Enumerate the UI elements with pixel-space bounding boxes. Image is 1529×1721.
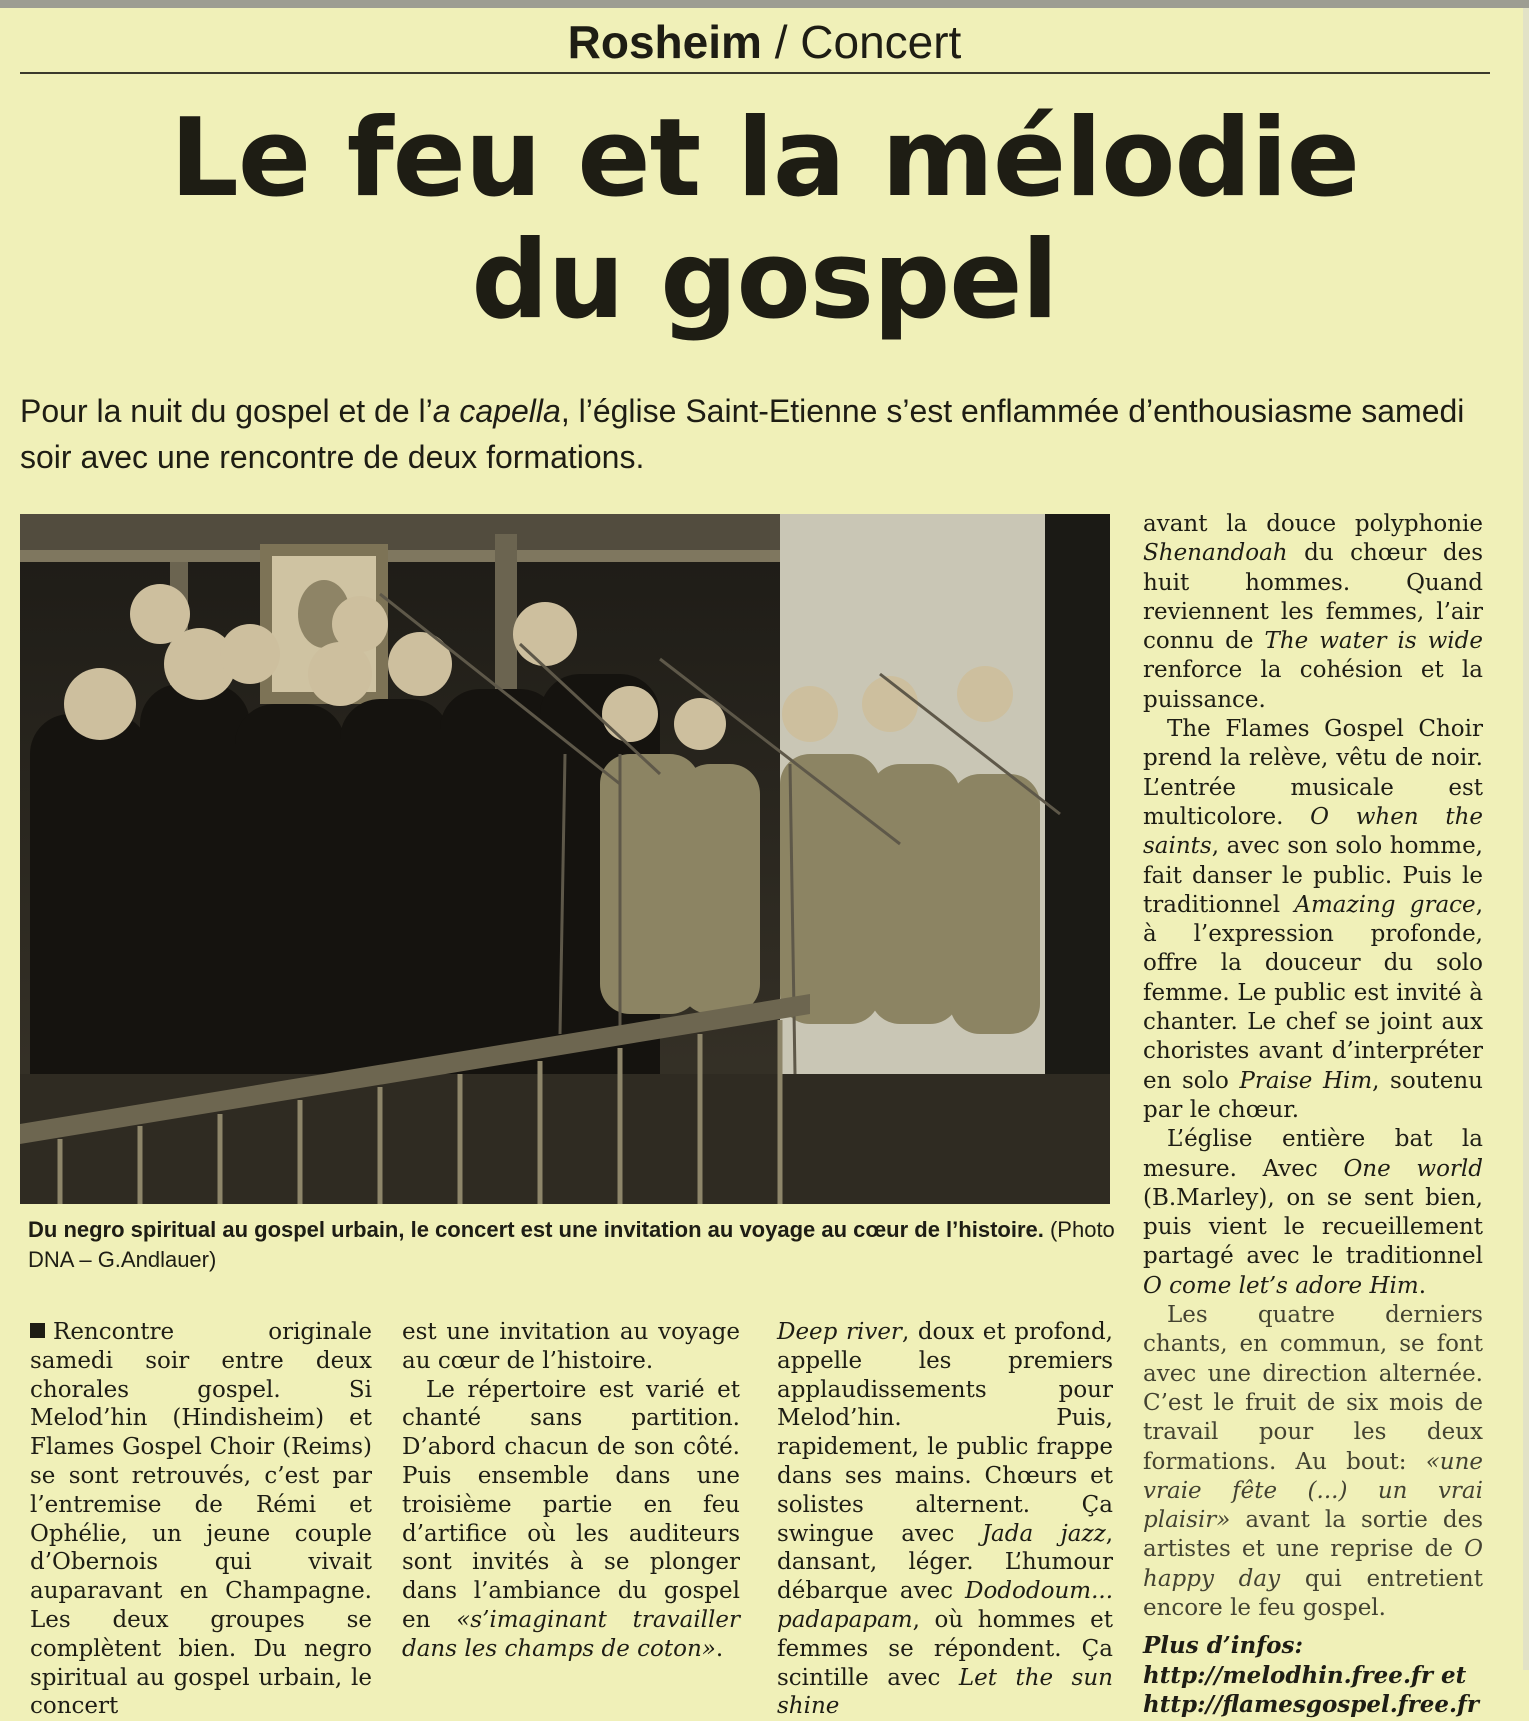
- caption-credit: (Photo DNA – G.Andlauer): [28, 1217, 1115, 1272]
- song-dododoum: Dododoum... padapapam: [777, 1578, 1113, 1633]
- paragraph-3-quote: «s’imaginant travailler dans les champs de coton»: [402, 1606, 740, 1662]
- kicker-location: Rosheim: [567, 16, 762, 68]
- paragraph-8-text-b: avant la sortie des artistes et une reprise de: [1143, 1507, 1483, 1563]
- paragraph-5-text-b: du chœur des huit hommes. Quand reviennent les femmes, l’air connu de: [1143, 540, 1483, 655]
- song-praise-him: Praise Him: [1239, 1067, 1373, 1094]
- photo-caption: [28, 1215, 1118, 1275]
- headline: [0, 98, 1529, 342]
- paragraph-2: est une invitation au voyage au cœur de l’histoire.: [402, 1319, 740, 1374]
- article-column-1: [30, 1318, 372, 1721]
- paragraph-4-text-a: , doux et profond, appelle les premiers applaudissements pour Melod’hin. Puis, rapidement, le public frappe dans ses mains. Chœurs et solistes alternent. Ça swingue avec: [777, 1319, 1113, 1547]
- paragraph-4-text-c: , où hommes et femmes se répondent. Ça scintille avec: [777, 1606, 1113, 1691]
- song-o-come: O come let’s adore Him: [1143, 1272, 1419, 1299]
- paragraph-5-text-a: avant la douce polyphonie: [1143, 511, 1483, 537]
- lede: [20, 388, 1500, 480]
- paragraph-6-text-c: , à l’expression profonde, offre la douceur du solo femme. Le public est invité à chanter. Le chef se joint aux choristes avant d’interpréter en solo: [1143, 891, 1483, 1094]
- paragraph-1-text: Rencontre originale samedi soir entre deux chorales gospel. Si Melod’hin (Hindisheim) et Flames Gospel Choir (Reims) se sont retrouvés, c’est par l’entremise de Rémi et Ophélie, un jeune couple d’Obernois qui vivait auparavant en Champagne. Les deux groupes se complètent bien. Du negro spiritual au gospel urbain, le concert: [30, 1319, 372, 1720]
- song-let-the-sun-shine: Let the sun shine: [777, 1664, 1113, 1720]
- song-jada-jazz: Jada jazz: [981, 1520, 1106, 1547]
- header-rule: [20, 72, 1490, 74]
- choir-photo-illustration: [20, 514, 1110, 1204]
- paragraph-4-text-b: , dansant, léger. L’humour débarque avec: [777, 1520, 1113, 1605]
- paragraph-8-quote: «une vraie fête (...) un vrai plaisir»: [1143, 1448, 1483, 1534]
- paragraph-7: [1143, 1125, 1483, 1301]
- paragraph-8: [1143, 1301, 1483, 1623]
- scan-top-edge: [0, 0, 1529, 8]
- kicker-section: Concert: [800, 16, 962, 68]
- song-o-happy-day: O happy day: [1143, 1536, 1483, 1592]
- paragraph-7-text-c: .: [1418, 1272, 1426, 1299]
- paragraph-5-text-c: renforce la cohésion et la puissance.: [1143, 657, 1483, 713]
- headline-line-2: du gospel: [471, 218, 1058, 343]
- paragraph-7-text-b: (B.Marley), on se sent bien, puis vient le recueillement partagé avec le traditionnel: [1143, 1184, 1483, 1270]
- lede-italic: a capella: [432, 393, 561, 429]
- song-one-world: One world: [1343, 1155, 1484, 1182]
- paragraph-6: [1143, 715, 1483, 1125]
- more-info-note: Plus d’infos: http://melodhin.free.fr et http://flamesgospel.free.fr: [1143, 1632, 1480, 1718]
- paragraph-4: [777, 1318, 1113, 1721]
- song-shenandoah: Shenandoah: [1143, 540, 1288, 567]
- article-column-3: [777, 1318, 1113, 1721]
- song-water-is-wide: The water is wide: [1264, 628, 1484, 655]
- song-o-when-the-saints: O when the saints: [1143, 803, 1483, 860]
- article-column-2: [402, 1318, 740, 1664]
- song-amazing-grace: Amazing grace: [1294, 891, 1476, 918]
- paragraph-6-text-a: The Flames Gospel Choir prend la relève, vêtu de noir. L’entrée musicale est multicolore.: [1143, 716, 1483, 830]
- paragraph-8-text-a: Les quatre derniers chants, en commun, se font avec une direction alternée. C’est le fruit de six mois de travail pour les deux formations. Au bout:: [1143, 1302, 1483, 1475]
- paragraph-3-text-b: .: [715, 1635, 724, 1662]
- paragraph-7-text-a: L’église entière bat la mesure. Avec: [1143, 1126, 1483, 1182]
- paragraph-6-text-b: , avec son solo homme, fait danser le public. Puis le traditionnel: [1143, 833, 1483, 918]
- paragraph-6-text-d: , soutenu par le chœur.: [1143, 1067, 1483, 1123]
- lede-text-start: Pour la nuit du gospel et de l’: [20, 393, 433, 429]
- concert-photo: [20, 514, 1110, 1204]
- caption-lead: Du negro spiritual au gospel urbain, le concert est une invitation au voyage au cœur de l’histoire.: [28, 1217, 1044, 1242]
- kicker-separator: /: [761, 16, 801, 68]
- paragraph-8-text-c: qui entretient encore le feu gospel.: [1143, 1565, 1483, 1621]
- paragraph-3-text-a: Le répertoire est varié et chanté sans partition. D’abord chacun de son côté. Puis ensemble dans une troisième partie en feu d’artifice où les auditeurs sont invités à se plonger dans l’ambiance du gospel en: [402, 1376, 740, 1633]
- article-column-4: [1143, 510, 1483, 1719]
- headline-line-1: Le feu et la mélodie: [170, 96, 1359, 221]
- section-kicker: [0, 14, 1529, 70]
- song-deep-river: Deep river: [777, 1319, 902, 1345]
- paragraph-5: [1143, 510, 1483, 715]
- paragraph-1: [30, 1318, 372, 1721]
- paragraph-marker-icon: [30, 1323, 45, 1338]
- paragraph-3: [402, 1376, 740, 1664]
- lede-text-end: , l’église Saint-Etienne s’est enflammée d’enthousiasme samedi soir avec une rencontre de deux formations.: [20, 393, 1465, 475]
